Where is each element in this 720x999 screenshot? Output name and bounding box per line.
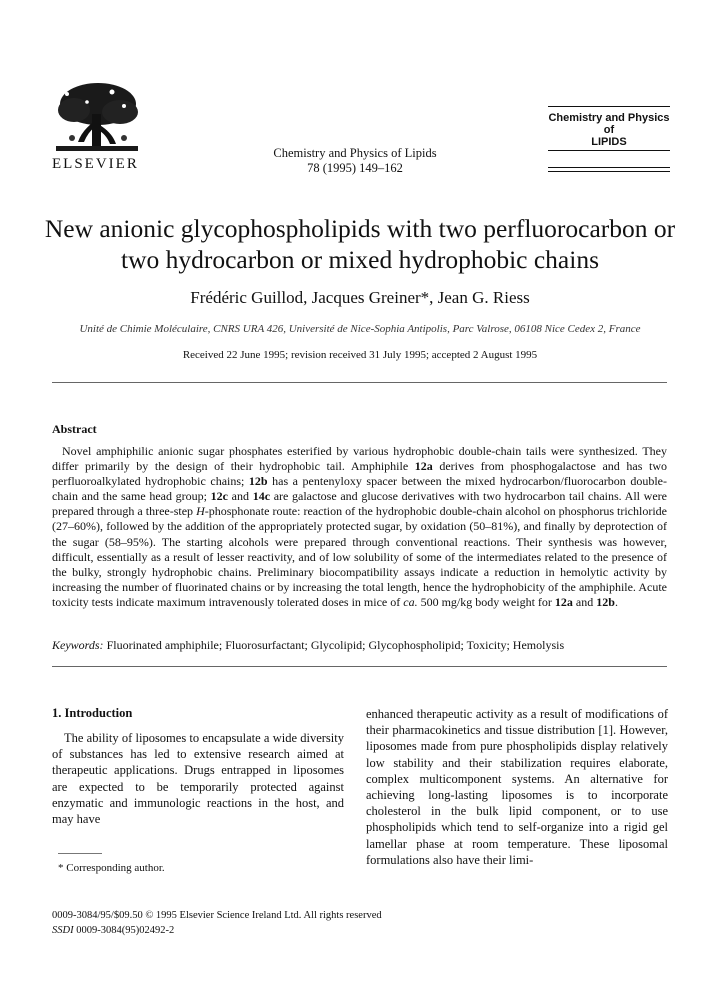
abstract-text: are galactose and glucose derivatives with two hydrocarbon tail chains. All were prepared through a three-step <box>52 489 667 519</box>
title-line2: two hydrocarbon or mixed hydrophobic chains <box>120 245 599 274</box>
abstract-text: and <box>572 594 597 609</box>
abstract-text: has a pentenyloxy spacer between the mixed hydrocarbon/fluorocarbon double-chain and the same head group; <box>52 474 667 504</box>
abstract-text: and <box>228 489 253 504</box>
abstract-body <box>52 444 667 610</box>
compound-ref: 12a <box>414 459 433 474</box>
journal-name: Chemistry and Physics of Lipids <box>273 146 437 160</box>
compound-ref: 12a <box>554 594 573 609</box>
abstract-text: 500 mg/kg body weight for <box>417 594 555 609</box>
journal-brand <box>548 112 670 148</box>
received-dates: Received 22 June 1995; revision received 31 July 1995; accepted 2 August 1995 <box>182 349 538 361</box>
publisher-name: ELSEVIER <box>52 156 139 172</box>
affiliation: Unité de Chimie Moléculaire, CNRS URA 426, Université de Nice-Sophia Antipolis, Parc Valrose, 06108 Nice Cedex 2, France <box>79 323 641 335</box>
copyright-block <box>52 908 382 938</box>
abstract-text: Novel amphiphilic anionic sugar phosphates esterified by various hydrophobic double-chain tails were synthesized. They differ primarily by the design of their hydrophobic tail. Amphiphile <box>52 444 667 474</box>
footnote: * Corresponding author. <box>58 862 165 874</box>
abstract-heading: Abstract <box>52 422 97 436</box>
italic-h: H <box>196 504 205 519</box>
intro-column-right: enhanced therapeutic activity as a result of modifications of their pharmacokinetics and tissue distribution [1]. However, liposomes made from pure phospholipids display relatively low stability and their stabilization requires elaborate, complex multicomponent systems. An alternative for achieving long-lasting liposomes is to incorporate cholesterol in the bulk lipid component, or to use phospholipids which tend to self-organize into a rigid gel lamellar phase at room temperature. These liposomal formulations also have their limi- <box>366 707 668 867</box>
italic-ca: ca. <box>403 594 418 609</box>
brand-rule-3 <box>548 171 670 172</box>
ssdi-value: 0009-3084(95)02492-2 <box>73 925 175 936</box>
compound-ref: 12c <box>210 489 228 504</box>
brand-line3: LIPIDS <box>591 136 627 148</box>
brand-line2: of <box>603 124 615 136</box>
keywords-list: Fluorinated amphiphile; Fluorosurfactant; Glycolipid; Glycophospholipid; Toxicity; Hemolysis <box>103 638 565 652</box>
authors: Frédéric Guillod, Jacques Greiner*, Jean G. Riess <box>190 288 530 307</box>
footnote-rule <box>58 853 102 854</box>
section-heading: 1. Introduction <box>52 706 133 720</box>
brand-rule-2 <box>548 167 670 168</box>
compound-ref: 12b <box>248 474 268 489</box>
keywords-label: Keywords: <box>52 638 104 652</box>
journal-volume: 78 (1995) 149–162 <box>307 161 403 175</box>
ssdi-line <box>52 923 382 938</box>
abstract-text: . <box>614 594 618 609</box>
intro-column-left: The ability of liposomes to encapsulate a wide diversity of substances has led to extensive research aimed at therapeutic applications. Drugs entrapped in liposomes are expected to be temporarily protected against enzymatic and immunologic reactions in the host, and may have <box>52 731 344 827</box>
brand-line1: Chemistry and Physics <box>548 112 670 124</box>
abstract-text: derives from phosphogalactose and has two perfluoroalkylated hydrophobic chains; <box>52 459 667 489</box>
brand-rule-1 <box>548 150 670 151</box>
keywords <box>52 638 667 653</box>
brand-rule-top <box>548 106 670 107</box>
journal-citation <box>230 146 480 176</box>
rule-above-abstract <box>52 382 667 383</box>
title-line1: New anionic glycophospholipids with two perfluorocarbon or <box>44 214 676 243</box>
abstract-text: -phosphonate route: reaction of the hydrophobic double-chain alcohol on phosphorus trichloride (27–60%), followed by the addition of the appropriately protected sugar, by oxidation (50–81%), and finally by deprotection of the sugar (58–95%). The starting alcohols were prepared through conventional reactions. Their synthesis was however, difficult, essentially as a result of lesser reactivity, and of low solubility of some of the intermediates related to the presence of the bulky, strongly hydrophobic chains. Preliminary biocompatibility assays indicate a reduction in hemolytic activity by increasing the number of fluorinated chains or by increasing the total length, hence the hydrophobicity of the amphiphile. Acute toxicity tests indicate maximum intravenously tolerated doses in mice of <box>52 504 667 609</box>
compound-ref: 12b <box>596 594 615 609</box>
copyright-line: 0009-3084/95/$09.50 © 1995 Elsevier Science Ireland Ltd. All rights reserved <box>52 910 382 921</box>
rule-below-keywords <box>52 666 667 667</box>
elsevier-tree-logo <box>52 80 142 156</box>
compound-ref: 14c <box>252 489 271 504</box>
article-title <box>30 213 690 275</box>
ssdi-label: SSDI <box>52 925 74 936</box>
